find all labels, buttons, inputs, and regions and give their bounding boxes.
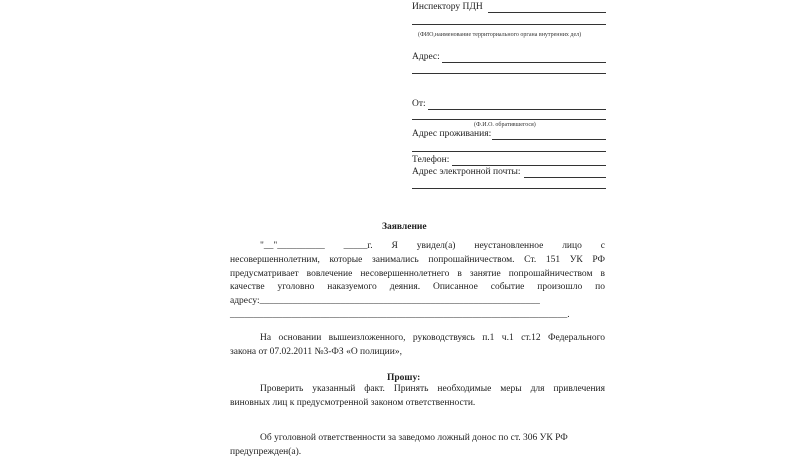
inspector-label: Инспектору ПДН	[412, 2, 483, 12]
residence-label: Адрес проживания:	[412, 129, 492, 139]
paragraph-legal-basis	[230, 332, 605, 360]
address-label: Адрес:	[412, 52, 440, 62]
inspector-line-2	[412, 24, 606, 25]
phone-line	[452, 165, 606, 166]
email-label: Адрес электронной почты:	[412, 167, 521, 177]
inspector-line	[488, 12, 606, 13]
residence-line	[492, 139, 606, 140]
paragraph-line: качестве уголовно наказуемого деяния. Описанное событие произошло по	[230, 282, 605, 293]
paragraph-line: закона от 07.02.2011 №3-ФЗ «О полиции»,	[230, 346, 402, 357]
paragraph-line: "__"__________ _____г. Я увидел(а) неустановленное лицо с	[260, 241, 605, 251]
paragraph-line: несовершеннолетним, которые занимались попрошайничеством. Ст. 151 УК РФ	[230, 254, 605, 265]
residence-line-2	[412, 151, 606, 152]
address-line	[442, 62, 606, 63]
fio-caption: (Ф.И.О. обратившегося)	[474, 122, 536, 128]
request-title: Прошу:	[387, 373, 421, 383]
inspector-caption: (ФИО,наименование территориального органа внутренних дел)	[418, 32, 582, 38]
paragraph-incident	[230, 240, 605, 323]
paragraph-line: Проверить указанный факт. Принять необходимые меры для привлечения	[260, 384, 605, 394]
paragraph-line: предупрежден(а).	[230, 446, 302, 457]
from-line-2	[412, 119, 606, 120]
paragraph-line: _______________________________________________________________________.	[230, 309, 570, 320]
email-line-2	[412, 188, 606, 189]
from-label: От:	[412, 99, 426, 109]
email-line	[524, 177, 606, 178]
paragraph-line: предусматривает вовлечение несовершеннолетнего в занятие попрошайничеством в	[230, 268, 605, 279]
from-line	[428, 109, 606, 110]
document-title: Заявление	[382, 222, 427, 232]
paragraph-line: На основании вышеизложенного, руководствуясь п.1 ч.1 ст.12 Федерального	[260, 333, 605, 343]
phone-label: Телефон:	[412, 155, 450, 165]
paragraph-line: Об уголовной ответственности за заведомо ложный донос по ст. 306 УК РФ	[260, 433, 568, 443]
paragraph-line: адресу:___________________________________________________________	[230, 296, 540, 307]
address-line-2	[412, 73, 606, 74]
paragraph-line: виновных лиц к предусмотренной законом ответственности.	[230, 397, 476, 408]
paragraph-request	[230, 383, 605, 411]
paragraph-warning	[230, 432, 605, 460]
